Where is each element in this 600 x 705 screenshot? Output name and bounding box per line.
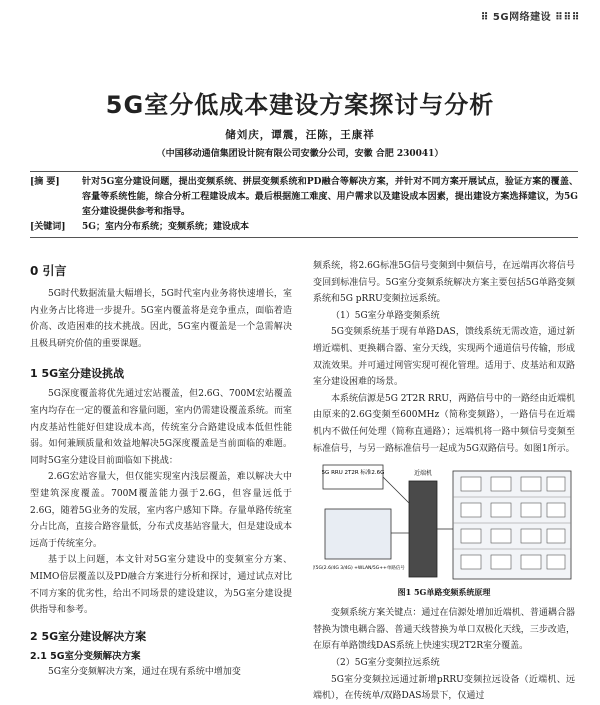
right-column (313, 258, 575, 705)
abstract-bottom-rule (30, 237, 578, 238)
near-end-unit (409, 481, 437, 577)
subheading-remote: （2）5G室分变频拉远系统 (331, 657, 440, 668)
section-0-paragraph: 5G时代数据流量大幅增长，5G时代室内业务将快速增长，室内业务占比将进一步提升。5G室内覆盖将是竞争重点，面临着造价高、改造困难的技术挑战。因此，5G室内覆盖是一个急需解决且极具研究价值的重要课题。 (30, 289, 292, 349)
journal-section-tag: ⠿ 5G网络建设 ⠿⠿⠿ (480, 12, 580, 23)
abstract-label: [摘 要] (30, 177, 60, 187)
section-2-1-heading: 2.1 5G室分变频解决方案 (30, 650, 141, 662)
right-paragraph-1: 频系统，将2.6G标准5G信号变频到中频信号，在远端再次将信号变回到标准信号。5G室分变频系统解决方案主要包括5G单路变频系统和5G pRRU变频拉远系统。 (313, 261, 575, 305)
abstract-box (30, 171, 578, 238)
right-paragraph-4: 变频系统方案关键点：通过在信源处增加近端机、普通耦合器替换为馈电耦合器、普通天线替换为单口双极化天线，三步改造，在原有单路馈线DAS系统上快速实现2T2R室分覆盖。 (313, 608, 575, 652)
keywords-label: [关键词] (30, 222, 66, 232)
rru-box (323, 465, 383, 489)
section-2-heading: 2 5G室分建设解决方案 (30, 629, 147, 643)
subheading-single-path: （1）5G室分单路变频系统 (331, 310, 440, 321)
abstract-top-rule (30, 171, 578, 172)
paper-title: 5G室分低成本建设方案探讨与分析 (105, 91, 495, 119)
keywords-row (30, 220, 578, 235)
abstract-text: 针对5G室分建设问题，提出变频系统、拼层变频系统和PD融合等解决方案，并针对不同方案开展试点，验证方案的覆盖、容量等系统性能，综合分析工程建设成本。最后根据施工难度、用户需求以及建设成本因素，提出建设方案选择建议，为5G室分建设提供参考和指导。 (82, 177, 578, 217)
abstract-row (30, 175, 578, 220)
right-paragraph-5: 5G室分变频拉远通过新增pRRU变频拉远设备（近端机、远端机），在传统单/双路DAS场景下，仅通过 (313, 674, 575, 702)
rru-link (383, 477, 409, 503)
figure-1-caption: 图1 5G单路变频系统原理 (397, 587, 491, 598)
figure-label-rru: 5G RRU 2T2R 标准2.6G (321, 470, 385, 477)
section-1-paragraph-1: 5G深度覆盖将优先通过宏站覆盖，但2.6G、700M宏站覆盖室内均存在一定的覆盖和容量问题，室内仍需建设覆盖系统。而室内皮基站性能好但建设成本高，传统室分合路建设成本低但性能弱。如何兼顾质量和效益地解决5G深度覆盖是当前面临的难题。同时5G室分建设目前面临如下挑战： (30, 389, 292, 466)
source-box (325, 509, 391, 559)
right-paragraph-2: 5G变频系统基于现有单路DAS，馈线系统无需改造，通过新增近端机、更换耦合器、室分天线，实现两个通道信号传输，形成双流效果。并可通过网管实现可视化管理。适用于、皮基站和双路室分建设困难的场景。 (313, 327, 575, 388)
keywords-text: 5G；室内分布系统；变频系统；建设成本 (82, 222, 249, 232)
left-column (30, 258, 292, 680)
figure-1-diagram (313, 463, 575, 583)
right-paragraph-3: 本系统信源是5G 2T2R RRU，两路信号中的一路经由近端机由原来的2.6G变频至600MHz（简称变频路），一路信号在近端机内不做任何处理（简称直通路）；远端机将一路中频信号变频至标准信号，与另一路标准信号一起成为5G双路信号。如图1所示。 (313, 393, 576, 454)
section-0-heading: 0 引言 (30, 264, 67, 278)
figure-label-near: 近端机 (413, 470, 433, 478)
figure-label-source: 原5G(2.6/4G 3/4G) +WLAN/5G++单路信号 (313, 566, 405, 572)
section-1-paragraph-3: 基于以上问题，本文针对5G室分建设中的变频室分方案、MIMO倍层覆盖以及PD融合方案进行分析和探讨，通过试点对比不同方案的优劣性，给出不同场景的建设建议，为5G室分建设提供指导和参考。 (30, 555, 292, 616)
figure-1-svg (313, 463, 575, 583)
section-1-heading: 1 5G室分建设挑战 (30, 367, 125, 381)
paper-authors: 储刘庆，谭震，汪陈，王康祥 (225, 129, 375, 141)
paper-affiliation: （中国移动通信集团设计院有限公司安徽分公司，安徽 合肥 230041） (156, 149, 444, 159)
section-2-1-paragraph: 5G室分变频解决方案，通过在现有系统中增加变 (48, 666, 241, 677)
section-1-paragraph-2: 2.6G宏站容量大，但仅能实现室内浅层覆盖，难以解决大中型建筑深度覆盖。700M覆盖能力强于2.6G，但容量远低于2.6G，随着5G业务的发展，室内客户感知下降。存量单路传统室分占比高，直接合路容量低，分布式皮基站容量大，但是建设成本远高于传统室分。 (30, 472, 292, 549)
